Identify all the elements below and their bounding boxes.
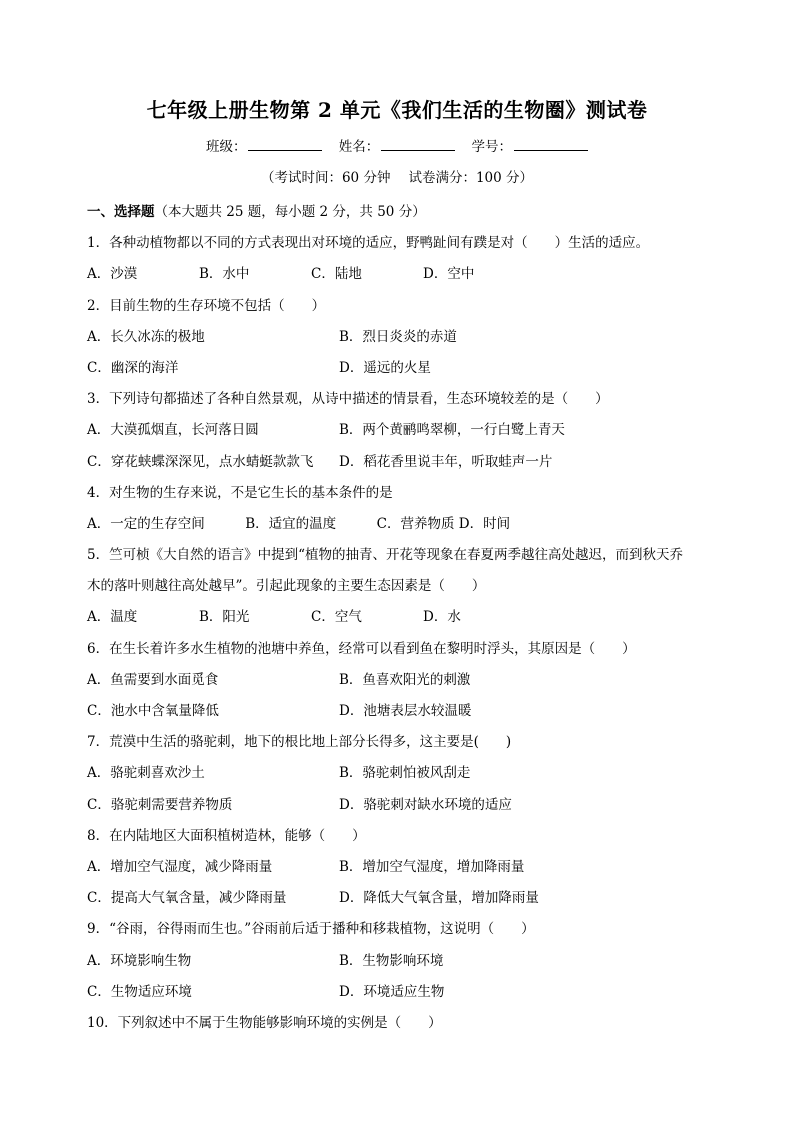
option-a: A．沙漠 xyxy=(87,266,138,283)
page-title: 七年级上册生物第 2 单元《我们生活的生物圈》测试卷 xyxy=(146,98,648,122)
option-row xyxy=(87,259,707,290)
class-label: 班级： xyxy=(205,139,247,155)
option-a: A．温度 xyxy=(87,609,138,626)
student-id-blank[interactable] xyxy=(514,138,588,151)
option-b: B．骆驼刺怕被风刮走 xyxy=(339,765,471,782)
option-row xyxy=(87,977,707,1008)
option-row xyxy=(87,883,707,914)
option-c: C．空气 xyxy=(311,609,362,626)
option-a: A．鱼需要到水面觅食 xyxy=(87,671,219,688)
question-stem: 10．下列叙述中不属于生物能够影响环境的实例是（ ） xyxy=(87,1014,442,1031)
option-c: C．生物适应环境 xyxy=(87,983,192,1000)
student-id-label: 学号： xyxy=(471,139,513,155)
option-c: C．骆驼刺需要营养物质 xyxy=(87,796,233,813)
question-stem: 4．对生物的生存来说，不是它生长的基本条件的是 xyxy=(87,484,393,501)
exam-time-info xyxy=(0,166,794,186)
option-b: B．生物影响环境 xyxy=(339,952,444,969)
name-blank[interactable] xyxy=(381,138,455,151)
option-row xyxy=(87,696,707,727)
option-a: A．环境影响生物 xyxy=(87,952,192,969)
option-b: B．烈日炎炎的赤道 xyxy=(339,328,457,345)
question-stem: 5．竺可桢《大自然的语言》中提到“植物的抽青、开花等现象在春夏两季越往高处越迟，而到秋天乔 xyxy=(87,547,683,564)
option-c: C．池水中含氧量降低 xyxy=(87,703,219,719)
option-b: B．两个黄鹂鸣翠柳，一行白鹭上青天 xyxy=(339,422,565,439)
option-a: A．长久冰冻的极地 xyxy=(87,328,205,345)
option-row xyxy=(87,758,707,789)
name-field xyxy=(339,135,456,155)
question-stem: 8．在内陆地区大面积植树造林，能够（ ） xyxy=(87,827,366,844)
option-row xyxy=(87,852,707,883)
option-d: D．环境适应生物 xyxy=(339,983,445,1000)
option-a: A．骆驼刺喜欢沙土 xyxy=(87,765,205,782)
option-c: C．提高大气氧含量，减少降雨量 xyxy=(87,890,287,907)
option-d: D．空中 xyxy=(423,266,475,283)
question-stem: 2．目前生物的生存环境不包括（ ） xyxy=(87,297,326,314)
option-b: B．阳光 xyxy=(199,609,250,626)
option-row xyxy=(87,353,707,384)
option-row xyxy=(87,447,707,478)
option-row: A．一定的生存空间 B．适宜的温度 C．营养物质 D．时间 xyxy=(87,515,511,532)
option-row xyxy=(87,415,707,446)
option-c: C．陆地 xyxy=(311,266,362,283)
option-d: D．骆驼刺对缺水环境的适应 xyxy=(339,796,512,813)
question-stem: 3．下列诗句都描述了各种自然景观，从诗中描述的情景看，生态环境较差的是（ ） xyxy=(87,391,609,408)
question-stem: 7．荒漠中生活的骆驼刺，地下的根比地上部分长得多，这主要是( ) xyxy=(87,734,512,751)
section-title: 一、选择题 xyxy=(87,204,155,220)
option-row xyxy=(87,665,707,696)
student-info-line xyxy=(0,135,794,155)
option-b: B．鱼喜欢阳光的刺激 xyxy=(339,671,471,688)
option-b: B．水中 xyxy=(199,266,250,283)
option-a: A．增加空气湿度，减少降雨量 xyxy=(87,858,273,875)
class-field xyxy=(206,135,323,155)
question-stem: 1．各种动植物都以不同的方式表现出对环境的适应，野鸭趾间有蹼是对（ ）生活的适应。 xyxy=(87,235,650,252)
class-blank[interactable] xyxy=(248,138,322,151)
question-list xyxy=(87,197,707,1039)
option-row xyxy=(87,602,707,633)
option-b: B．增加空气湿度，增加降雨量 xyxy=(339,858,525,875)
section-heading xyxy=(87,197,707,228)
option-c: C．穿花蛱蝶深深见，点水蜻蜓款款飞 xyxy=(87,453,314,470)
option-d: D．池塘表层水较温暖 xyxy=(339,703,472,719)
student-id-field xyxy=(472,135,589,155)
question-stem: 9．“谷雨，谷得雨而生也。”谷雨前后适于播种和移栽植物，这说明（ ） xyxy=(87,921,535,938)
name-label: 姓名： xyxy=(338,139,380,155)
option-a: A．大漠孤烟直，长河落日圆 xyxy=(87,422,259,439)
option-row xyxy=(87,946,707,977)
question-stem: 6．在生长着许多水生植物的池塘中养鱼，经常可以看到鱼在黎明时浮头，其原因是（ ） xyxy=(87,640,636,657)
option-row xyxy=(87,790,707,821)
option-d: D．稻花香里说丰年，听取蛙声一片 xyxy=(339,453,553,470)
option-row xyxy=(87,322,707,353)
option-c: C．幽深的海洋 xyxy=(87,359,179,376)
section-description: （本大题共 25 题，每小题 2 分，共 50 分） xyxy=(154,204,426,220)
exam-duration: （考试时间：60 分钟 xyxy=(260,170,391,186)
exam-full-score: 试卷满分：100 分） xyxy=(408,170,534,186)
option-d: D．遥远的火星 xyxy=(339,359,431,376)
option-d: D．降低大气氧含量，增加降雨量 xyxy=(339,890,539,907)
question-stem-continued: 木的落叶则越往高处越早”。引起此现象的主要生态因素是（ ） xyxy=(87,578,486,595)
option-d: D．水 xyxy=(423,609,461,626)
